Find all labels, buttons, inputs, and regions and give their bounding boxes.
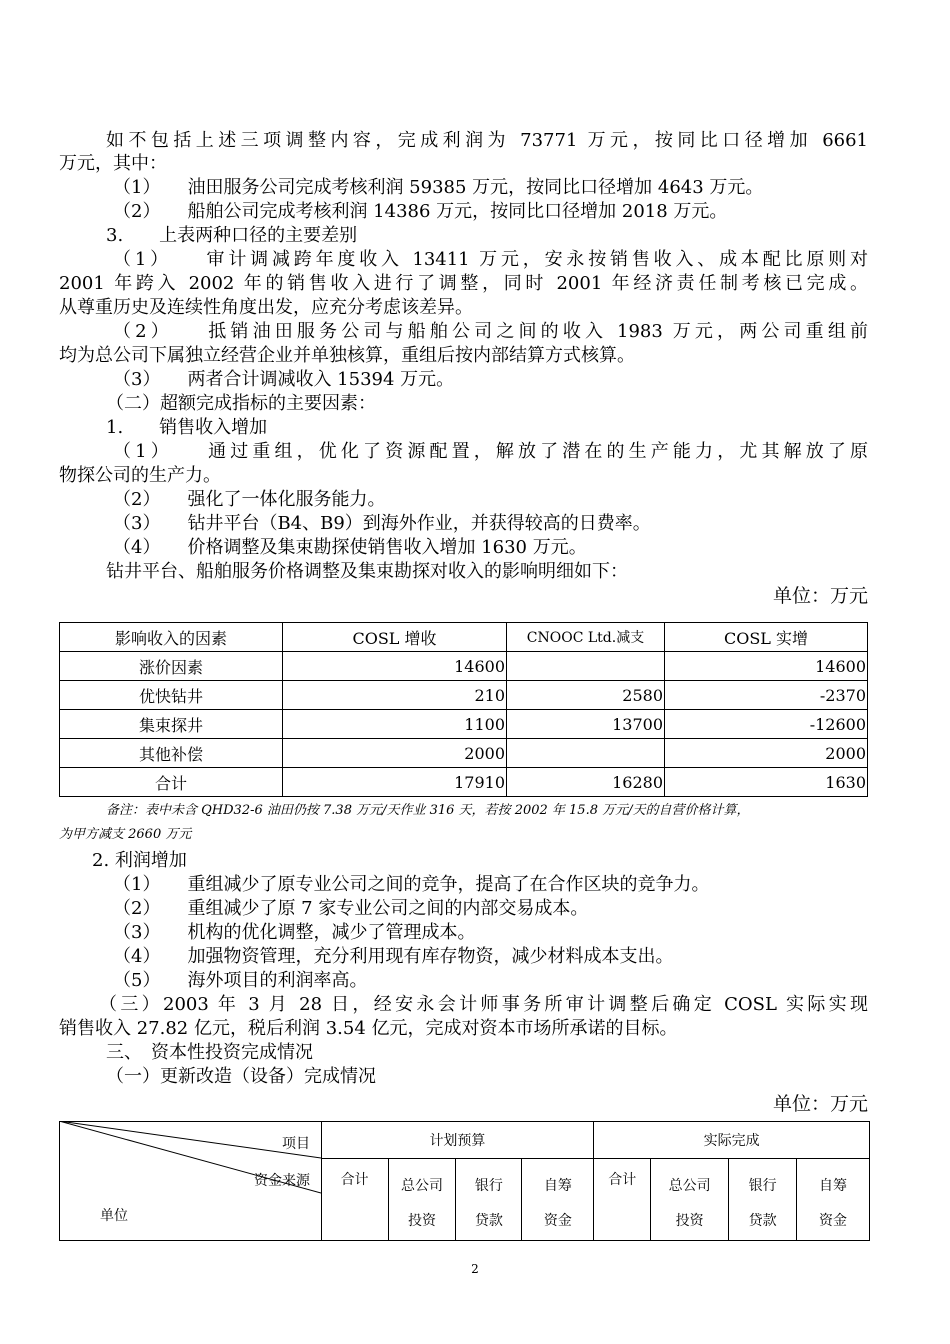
table-header-row bbox=[60, 623, 868, 652]
section-heading: 1. 销售收入增加 bbox=[106, 417, 268, 438]
table-row bbox=[60, 710, 868, 739]
table-row bbox=[60, 681, 868, 710]
table-cell: 1100 bbox=[283, 710, 507, 739]
table-cell: 合计 bbox=[60, 768, 283, 797]
table-cell: 优快钻井 bbox=[60, 681, 283, 710]
list-item: （2） 重组减少了原 7 家专业公司之间的内部交易成本。 bbox=[113, 898, 589, 919]
section-heading: （二）超额完成指标的主要因素： bbox=[106, 393, 376, 414]
diagonal-label-unit: 单位 bbox=[100, 1208, 128, 1224]
paragraph-line: 物探公司的生产力。 bbox=[59, 465, 221, 486]
section-heading: 3. 上表两种口径的主要差别 bbox=[106, 225, 358, 246]
column-header: CNOOC Ltd.减支 bbox=[507, 623, 665, 652]
paragraph-line: 2001 年跨入 2002 年的销售收入进行了调整，同时 2001 年经济责任制考核已完成。 bbox=[59, 273, 868, 294]
paragraph-line: （三）2003 年 3 月 28 日，经安永会计师事务所审计调整后确定 COSL 实际实现 bbox=[99, 994, 868, 1015]
list-item: （3） 机构的优化调整，减少了管理成本。 bbox=[113, 922, 476, 943]
paragraph-line: 钻井平台、船舶服务价格调整及集束勘探对收入的影响明细如下： bbox=[106, 561, 628, 582]
list-item: （2） 强化了一体化服务能力。 bbox=[113, 489, 386, 510]
list-item: （4） 价格调整及集束勘探使销售收入增加 1630 万元。 bbox=[113, 537, 587, 558]
diagonal-label-source: 资金来源 bbox=[254, 1173, 310, 1189]
column-header: 计划预算 bbox=[321, 1122, 594, 1159]
column-header: COSL 增收 bbox=[283, 623, 507, 652]
column-header: 实际完成 bbox=[594, 1122, 870, 1159]
section-heading: 2. 利润增加 bbox=[92, 850, 187, 871]
column-header: 影响收入的因素 bbox=[60, 623, 283, 652]
column-header bbox=[388, 1159, 456, 1241]
section-heading: （一）更新改造（设备）完成情况 bbox=[106, 1066, 376, 1087]
table-cell: 2580 bbox=[507, 681, 665, 710]
column-header bbox=[456, 1159, 522, 1241]
unit-label: 单位：万元 bbox=[772, 1093, 868, 1115]
list-item: （1） 通过重组，优化了资源配置，解放了潜在的生产能力，尤其解放了原 bbox=[113, 441, 868, 462]
list-item: （1） 油田服务公司完成考核利润 59385 万元，按同比口径增加 4643 万元。 bbox=[113, 177, 764, 198]
table-cell: 14600 bbox=[283, 652, 507, 681]
column-header-label: 资金 bbox=[819, 1213, 848, 1229]
column-header-label: 银行 bbox=[474, 1178, 503, 1194]
column-header-label: 贷款 bbox=[474, 1213, 503, 1229]
table-cell: 17910 bbox=[283, 768, 507, 797]
list-item: （3） 钻井平台（B4、B9）到海外作业，并获得较高的日费率。 bbox=[113, 513, 651, 534]
table-note: 备注：表中未含 QHD32-6 油田仍按 7.38 万元/天作业 316 天，若按 2002 年 15.8 万元/天的自营价格计算， bbox=[106, 803, 750, 818]
paragraph-line: 从尊重历史及连续性角度出发，应充分考虑该差异。 bbox=[59, 297, 473, 318]
paragraph-line: 销售收入 27.82 亿元，税后利润 3.54 亿元，完成对资本市场所承诺的目标。 bbox=[59, 1018, 678, 1039]
table-cell: 其他补偿 bbox=[60, 739, 283, 768]
table-row bbox=[60, 768, 868, 797]
column-header-label: 合计 bbox=[340, 1172, 369, 1188]
table-cell: 2000 bbox=[665, 739, 868, 768]
list-item: （2） 船舶公司完成考核利润 14386 万元，按同比口径增加 2018 万元。 bbox=[113, 201, 728, 222]
table-cell: 210 bbox=[283, 681, 507, 710]
table-cell: 集束探井 bbox=[60, 710, 283, 739]
column-header bbox=[321, 1159, 388, 1241]
table-cell: -12600 bbox=[665, 710, 868, 739]
section-heading: 三、 资本性投资完成情况 bbox=[106, 1042, 313, 1063]
table-row bbox=[60, 739, 868, 768]
column-header bbox=[797, 1159, 870, 1241]
list-item: （3） 两者合计调减收入 15394 万元。 bbox=[113, 369, 455, 390]
unit-label: 单位：万元 bbox=[772, 585, 868, 607]
column-header bbox=[729, 1159, 797, 1241]
revenue-impact-table bbox=[59, 622, 868, 797]
column-header bbox=[594, 1159, 651, 1241]
column-header-label: 投资 bbox=[407, 1213, 436, 1229]
column-header-label: 银行 bbox=[748, 1178, 777, 1194]
paragraph-line: 均为总公司下属独立经营企业并单独核算，重组后按内部结算方式核算。 bbox=[59, 345, 635, 366]
list-item: （2） 抵销油田服务公司与船舶公司之间的收入 1983 万元，两公司重组前 bbox=[113, 321, 868, 342]
column-header-label: 合计 bbox=[608, 1172, 637, 1188]
table-cell: 2000 bbox=[283, 739, 507, 768]
column-header-label: 总公司 bbox=[400, 1178, 443, 1194]
table-row bbox=[60, 652, 868, 681]
paragraph-line: 万元，其中： bbox=[59, 153, 167, 174]
table-cell bbox=[507, 652, 665, 681]
column-header-label: 总公司 bbox=[668, 1178, 711, 1194]
page-number: 2 bbox=[471, 1262, 479, 1276]
table-cell bbox=[507, 739, 665, 768]
paragraph-line: 如不包括上述三项调整内容，完成利润为 73771 万元，按同比口径增加 6661 bbox=[106, 130, 868, 151]
column-header: COSL 实增 bbox=[665, 623, 868, 652]
list-item: （1） 重组减少了原专业公司之间的竞争，提高了在合作区块的竞争力。 bbox=[113, 874, 710, 895]
list-item: （4） 加强物资管理，充分利用现有库存物资，减少材料成本支出。 bbox=[113, 946, 674, 967]
column-header bbox=[651, 1159, 729, 1241]
table-note: 为甲方减支 2660 万元 bbox=[59, 827, 192, 842]
table-cell: 涨价因素 bbox=[60, 652, 283, 681]
column-header-label: 自筹 bbox=[543, 1178, 572, 1194]
column-header-label: 资金 bbox=[543, 1213, 572, 1229]
table-cell: 1630 bbox=[665, 768, 868, 797]
table-cell: -2370 bbox=[665, 681, 868, 710]
list-item: （5） 海外项目的利润率高。 bbox=[113, 970, 368, 991]
table-cell: 13700 bbox=[507, 710, 665, 739]
column-header-label: 贷款 bbox=[748, 1213, 777, 1229]
column-header-label: 投资 bbox=[675, 1213, 704, 1229]
table-cell: 16280 bbox=[507, 768, 665, 797]
column-header bbox=[522, 1159, 594, 1241]
table-cell: 14600 bbox=[665, 652, 868, 681]
list-item: （1） 审计调减跨年度收入 13411 万元，安永按销售收入、成本配比原则对 bbox=[113, 249, 868, 270]
column-header-label: 自筹 bbox=[819, 1178, 848, 1194]
diagonal-label-item: 项目 bbox=[282, 1136, 310, 1152]
